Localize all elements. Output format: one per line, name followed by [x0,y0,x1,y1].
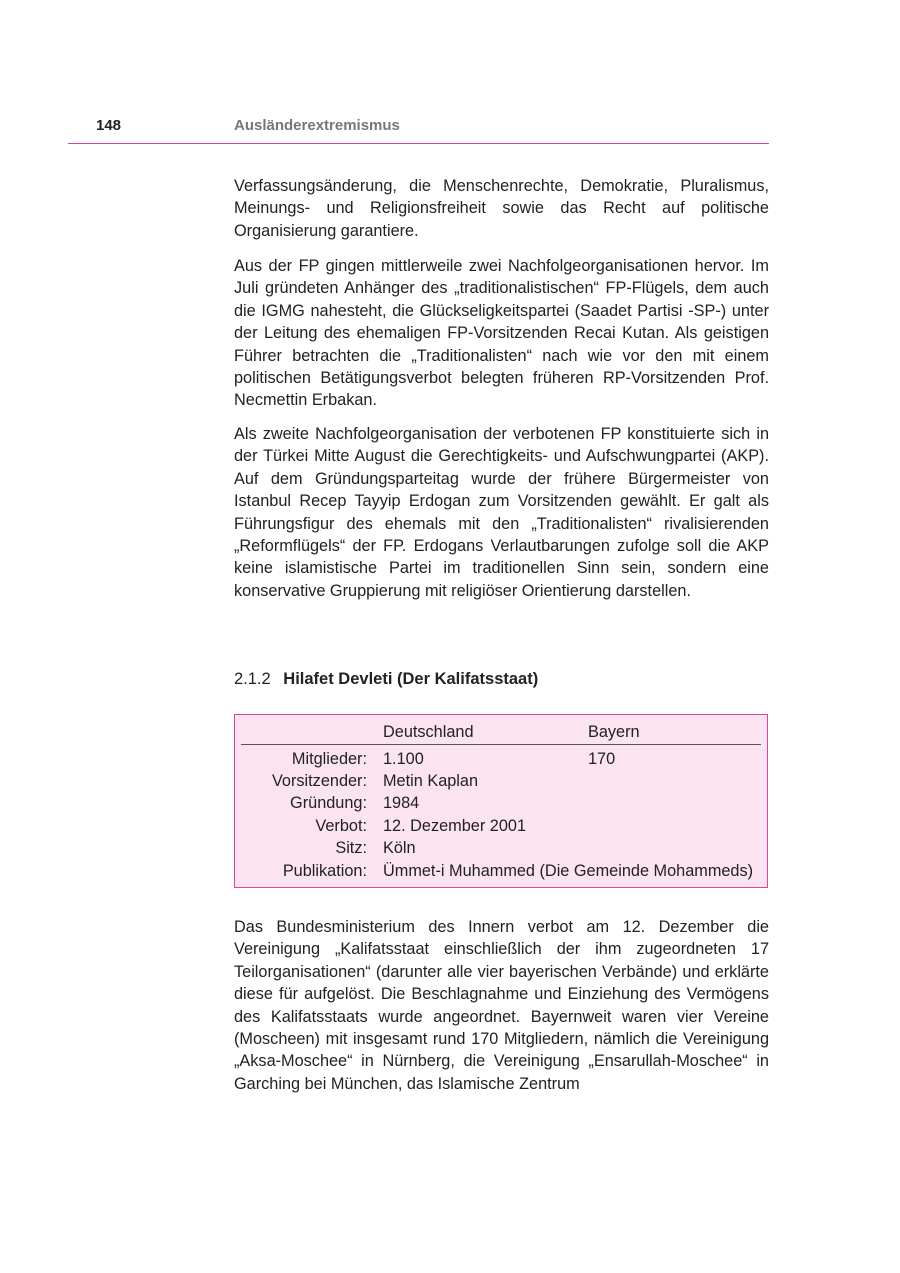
row-label: Gründung: [290,794,367,812]
running-title: Ausländerextremismus [234,117,400,134]
row-value-bayern: 170 [588,750,616,768]
paragraph: Als zweite Nachfolgeorganisation der verbotenen FP konstituierte sich in der Türkei Mitte August die Gerechtigkeits- und Aufschwungpartei (AKP). Auf dem Gründungsparteitag wurde der frühere Bürgermeister von Istanbul Recep Tayyip Erdogan zum Vorsitzenden gewählt. Er galt als Führungsfigur des ehemals mit den „Traditionalisten“ rivalisierenden „Reformflügels“ der FP. Erdogans Verlautbarungen zufolge soll die AKP keine islamistische Partei im traditionellen Sinn sein, sondern eine konservative Gruppierung mit religiöser Orientierung darstellen. [234,425,769,600]
col-header-bayern: Bayern [588,723,640,741]
paragraph-4-block [234,916,769,1095]
table-row [235,837,767,859]
row-value-deutschland: Ümmet-i Muhammed (Die Gemeinde Mohammeds) [383,862,754,880]
row-label: Vorsitzender: [271,772,367,790]
row-value-deutschland: 1.100 [383,750,424,768]
paragraph-1-block [234,175,769,242]
row-label: Verbot: [315,817,367,835]
table-row [235,860,767,882]
section-number: 2.1.2 [234,670,271,688]
section-heading [234,670,538,689]
table-row [235,815,767,837]
row-value-deutschland: 1984 [383,794,420,812]
table-row [235,792,767,814]
paragraph-3-block [234,423,769,602]
section-title: Hilafet Devleti (Der Kalifatsstaat) [283,670,539,688]
table-row [235,770,767,792]
info-table-header [235,721,767,743]
row-label: Mitglieder: [291,750,367,768]
col-header-deutschland: Deutschland [383,723,474,741]
row-label: Publikation: [282,862,367,880]
row-label: Sitz: [335,839,367,857]
page-number: 148 [96,117,122,134]
paragraph: Verfassungsänderung, die Menschenrechte, Demokratie, Pluralismus, Meinungs- und Religionsfreiheit sowie das Recht auf politische Organisierung garantiere. [234,177,769,240]
row-value-deutschland: Metin Kaplan [383,772,479,790]
row-value-deutschland: 12. Dezember 2001 [383,817,527,835]
info-table [234,714,768,888]
row-value-deutschland: Köln [383,839,416,857]
table-row [235,748,767,770]
page-header [68,117,769,144]
paragraph-2-block [234,255,769,412]
header-rule [241,744,761,745]
paragraph: Aus der FP gingen mittlerweile zwei Nachfolgeorganisationen hervor. Im Juli gründeten Anhänger des „traditionalistischen“ FP-Flügels, dem auch die IGMG nahesteht, die Glückseligkeitspartei (Saadet Partisi -SP-) unter der Leitung des ehemaligen FP-Vorsitzenden Recai Kutan. Als geistigen Führer betrachten die „Traditionalisten“ nach wie vor den mit einem politischen Betätigungsverbot belegten früheren RP-Vorsitzenden Prof. Necmettin Erbakan. [234,257,769,410]
paragraph: Das Bundesministerium des Innern verbot am 12. Dezember die Vereinigung „Kalifatsstaat einschließlich der ihm zugeordneten 17 Teilorganisationen“ (darunter alle vier bayerischen Verbände) und erklärte diese für aufgelöst. Die Beschlagnahme und Einziehung des Vermögens des Kalifatsstaats wurde angeordnet. Bayernweit waren vier Vereine (Moscheen) mit insgesamt rund 170 Mitgliedern, nämlich die Vereinigung „Aksa-Moschee“ in Nürnberg, die Vereinigung „Ensarullah-Moschee“ in Garching bei München, das Islamische Zentrum [234,918,769,1093]
